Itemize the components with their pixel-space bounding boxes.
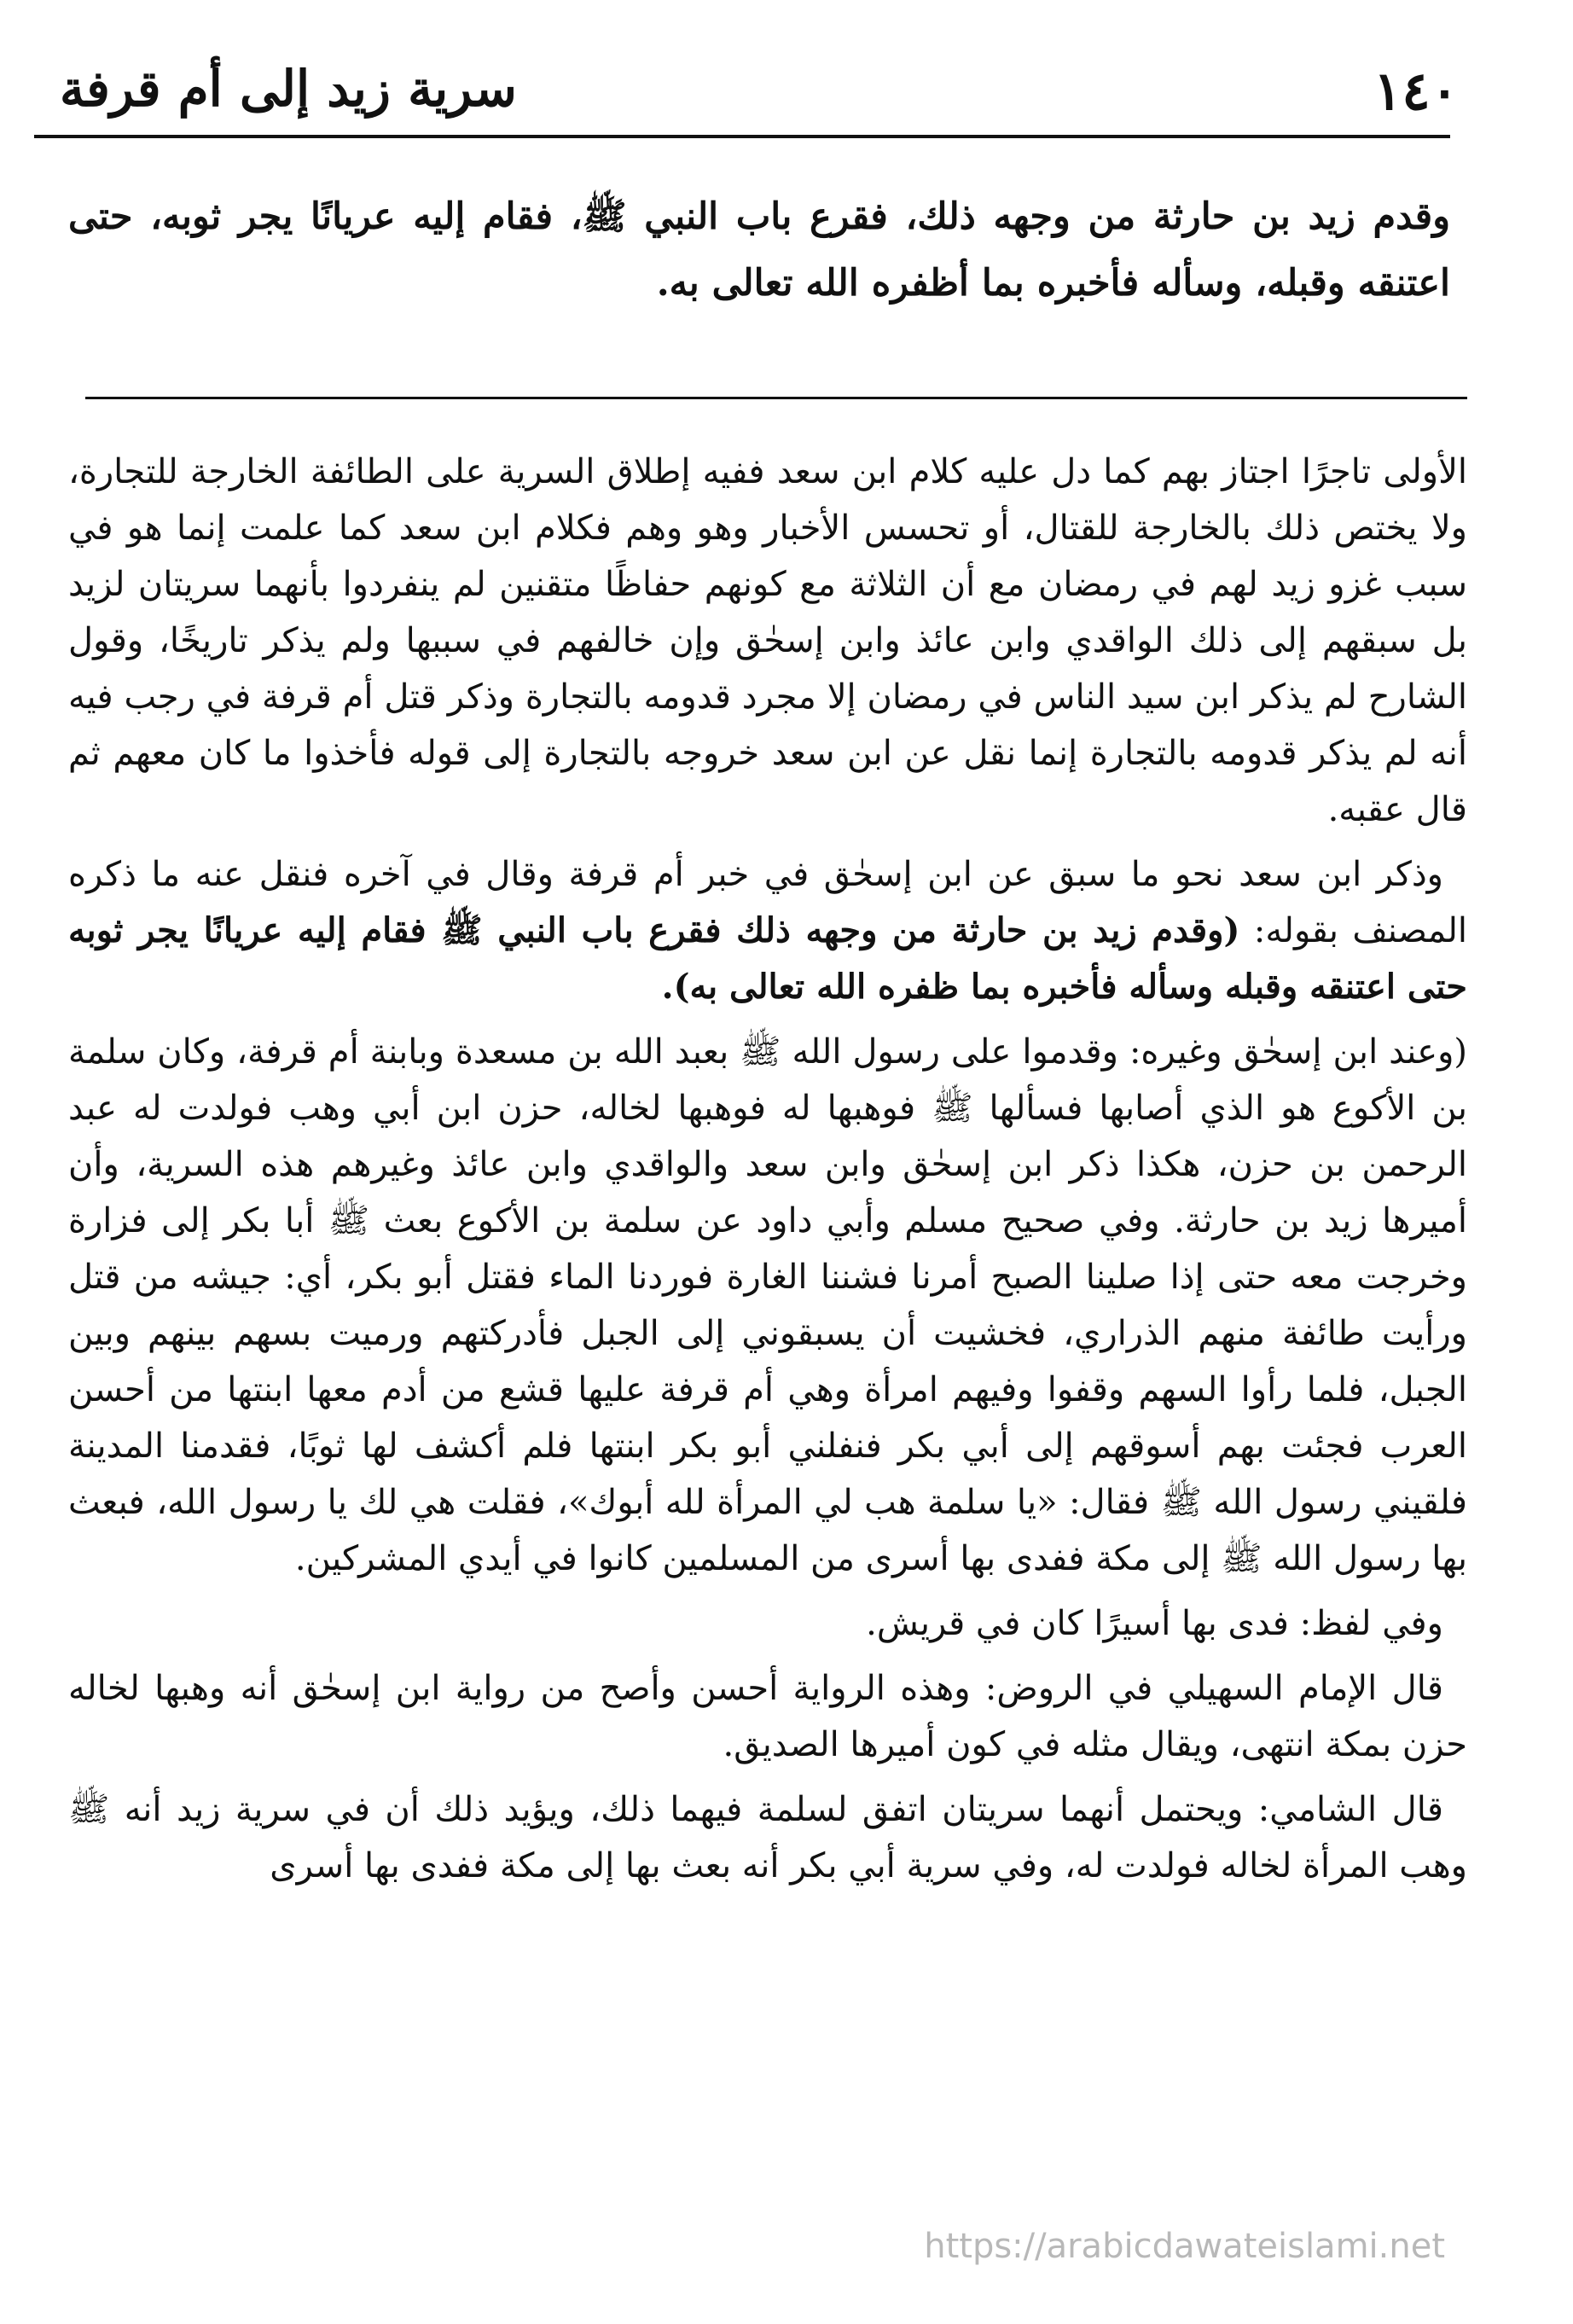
page-header (60, 51, 1459, 145)
main-paragraph: وقدم زيد بن حارثة من وجهه ذلك، فقرع باب النبي ﷺ، فقام إليه عريانًا يجر ثوبه، حتى اعتنقه وقبله، وسأله فأخبره بما أظفره الله تعالى به. (68, 195, 1450, 305)
header-rule (34, 135, 1450, 138)
watermark-url: https://arabicdawateislami.net (924, 2227, 1445, 2266)
commentary-paragraph-2 (68, 846, 1467, 1015)
commentary-paragraph-3: (وعند ابن إسحٰق وغيره: وقدموا على رسول الله ﷺ بعبد الله بن مسعدة وبابنة أم قرفة، وكان سلمة بن الأكوع هو الذي أصابها فسألها ﷺ فوهبها له فوهبها لخاله، حزن ابن أبي وهب فولدت له عبد الرحمن بن حزن، هكذا ذكر ابن إسحٰق وابن سعد والواقدي وابن عائذ وغيرهم هذه السرية، وأن أميرها زيد بن حارثة. وفي صحيح مسلم وأبي داود عن سلمة بن الأكوع بعث ﷺ أبا بكر إلى فزارة وخرجت معه حتى إذا صلينا الصبح أمرنا فشننا الغارة فوردنا الماء فقتل أبو بكر، أي: جيشه من قتل ورأيت طائفة منهم الذراري، فخشيت أن يسبقوني إلى الجبل فأدركتهم ورميت بسهم بينهم وبين الجبل، فلما رأوا السهم وقفوا وفيهم امرأة وهي أم قرفة عليها قشع من أدم معها ابنتها من أحسن العرب فجئت بهم أسوقهم إلى أبي بكر فنفلني أبو بكر ابنتها فلم أكشف لها ثوبًا، فقدمنا المدينة فلقيني رسول الله ﷺ فقال: «يا سلمة هب لي المرأة لله أبوك»، فقلت هي لك يا رسول الله، فبعث بها رسول الله ﷺ إلى مكة ففدى بها أسرى من المسلمين كانوا في أيدي المشركين. (68, 1032, 1468, 1578)
main-text (68, 183, 1450, 317)
page-number: ١٤٠ (1373, 60, 1459, 122)
commentary (68, 444, 1467, 1903)
footnote-separator (85, 397, 1467, 399)
commentary-paragraph-4: وفي لفظ: فدى بها أسيرًا كان في قريش. (866, 1604, 1443, 1643)
running-title: سرية زيد إلى أم قرفة (60, 60, 517, 118)
commentary-paragraph-2-intro: وذكر ابن سعد نحو ما سبق عن ابن إسحٰق في خبر أم قرفة وقال في آخره فنقل عنه ما ذكره المصنف بقوله: (68, 855, 1467, 950)
commentary-quote: (وقدم زيد بن حارثة من وجهه ذلك فقرع باب النبي ﷺ فقام إليه عريانًا يجر ثوبه حتى اعتنقه وقبله وسأله فأخبره بما ظفره الله تعالى به). (68, 910, 1467, 1007)
commentary-paragraph-5: قال الإمام السهيلي في الروض: وهذه الرواية أحسن وأصح من رواية ابن إسحٰق أنه وهبها لخاله حزن بمكة انتهى، ويقال مثله في كون أميرها الصديق. (68, 1669, 1467, 1764)
commentary-paragraph-6: قال الشامي: ويحتمل أنهما سريتان اتفق لسلمة فيهما ذلك، ويؤيد ذلك أن في سرية زيد أنه ﷺ وهب المرأة لخاله فولدت له، وفي سرية أبي بكر أنه بعث بها إلى مكة ففدى بها أسرى (68, 1790, 1467, 1885)
commentary-paragraph-1: الأولى تاجرًا اجتاز بهم كما دل عليه كلام ابن سعد ففيه إطلاق السرية على الطائفة الخارجة للتجارة، ولا يختص ذلك بالخارجة للقتال، أو تحسس الأخبار وهو وهم فكلام ابن سعد كما علمت إنما هو في سبب غزو زيد لهم في رمضان مع أن الثلاثة مع كونهم حفاظًا متقنين لم ينفردوا بأنهما سريتان لزيد بل سبقهم إلى ذلك الواقدي وابن عائذ وابن إسحٰق وإن خالفهم في سببها ولم يذكر تاريخًا، وقول الشارح لم يذكر ابن سيد الناس في رمضان إلا مجرد قدومه بالتجارة وذكر قتل أم قرفة في رجب فيه أنه لم يذكر قدومه بالتجارة إنما نقل عن ابن سعد خروجه بالتجارة إلى قوله فأخذوا ما كان معهم ثم قال عقبه. (68, 452, 1468, 829)
